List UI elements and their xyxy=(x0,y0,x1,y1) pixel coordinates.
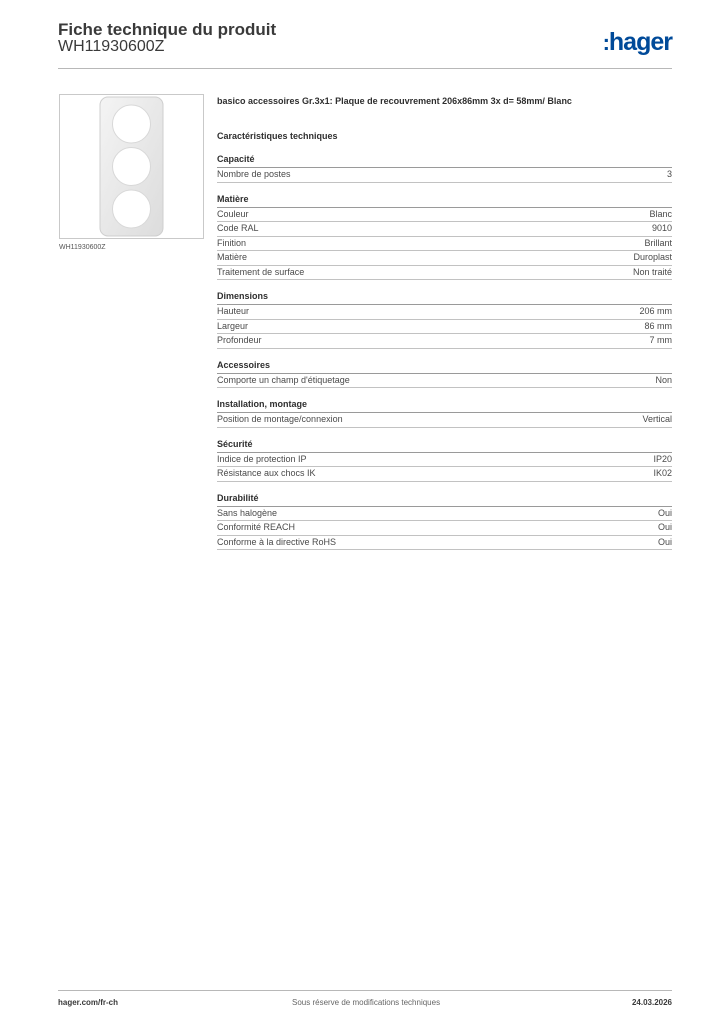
spec-value: Blanc xyxy=(649,208,672,219)
footer-divider xyxy=(58,990,672,991)
spec-value: 206 mm xyxy=(639,306,672,316)
spec-row xyxy=(217,536,672,551)
spec-label: Résistance aux chocs IK xyxy=(217,468,316,478)
spec-row xyxy=(217,251,672,266)
spec-label: Code RAL xyxy=(217,223,259,233)
plate-opening-3 xyxy=(113,190,151,228)
spec-row xyxy=(217,266,672,281)
spec-value: Duroplast xyxy=(633,252,672,262)
spec-label: Indice de protection IP xyxy=(217,453,307,464)
spec-value: Non traité xyxy=(632,266,672,277)
spec-group-title: Capacité xyxy=(217,154,672,168)
plate-opening-2 xyxy=(113,148,151,186)
hager-logo xyxy=(603,28,672,57)
logo-prefix: : xyxy=(602,30,609,55)
spec-value: Oui xyxy=(657,536,672,547)
product-reference: WH11930600Z xyxy=(58,38,165,55)
footer-date: 24.03.2026 xyxy=(631,998,672,1007)
spec-row xyxy=(217,334,672,349)
spec-row xyxy=(217,168,672,183)
spec-label: Largeur xyxy=(217,320,249,331)
plate-opening-1 xyxy=(113,105,151,143)
spec-group-title: Accessoires xyxy=(217,360,672,374)
spec-value: Vertical xyxy=(642,414,672,424)
spec-row xyxy=(217,374,672,389)
cover-plate-illustration xyxy=(60,95,203,238)
spec-label: Conforme à la directive RoHS xyxy=(217,536,337,547)
spec-label: Matière xyxy=(217,252,248,262)
logo-text: hager xyxy=(608,28,672,56)
spec-label: Traitement de surface xyxy=(217,266,305,277)
product-image xyxy=(59,94,204,239)
spec-group-title: Durabilité xyxy=(217,493,672,507)
spec-group xyxy=(217,399,672,428)
spec-row xyxy=(217,222,672,237)
spec-value: 7 mm xyxy=(649,335,672,345)
spec-content xyxy=(217,94,672,550)
spec-row xyxy=(217,320,672,335)
footer-website[interactable]: hager.com/fr-ch xyxy=(58,998,119,1007)
spec-label: Finition xyxy=(217,237,247,248)
spec-label: Conformité REACH xyxy=(217,522,296,532)
spec-group xyxy=(217,360,672,389)
spec-group-title: Sécurité xyxy=(217,439,672,453)
spec-label: Couleur xyxy=(217,208,249,219)
spec-group xyxy=(217,194,672,281)
spec-value: Oui xyxy=(657,507,672,518)
product-description: basico accessoires Gr.3x1: Plaque de recouvrement 206x86mm 3x d= 58mm/ Blanc xyxy=(217,96,572,106)
spec-group-title: Matière xyxy=(217,194,672,208)
page-title: Fiche technique du produit xyxy=(58,20,277,39)
spec-value: Oui xyxy=(657,522,672,532)
spec-row xyxy=(217,507,672,522)
spec-group xyxy=(217,439,672,482)
spec-group xyxy=(217,493,672,551)
spec-group-title: Dimensions xyxy=(217,291,672,305)
spec-label: Sans halogène xyxy=(217,507,278,518)
spec-group-title: Installation, montage xyxy=(217,399,672,413)
spec-value: Non xyxy=(655,374,672,385)
spec-label: Nombre de postes xyxy=(217,169,291,179)
spec-row xyxy=(217,305,672,320)
spec-group xyxy=(217,154,672,183)
spec-row xyxy=(217,237,672,252)
spec-row xyxy=(217,521,672,536)
spec-value: 9010 xyxy=(651,223,672,233)
spec-value: Brillant xyxy=(644,237,672,248)
tech-characteristics-heading: Caractéristiques techniques xyxy=(217,131,338,141)
spec-group xyxy=(217,291,672,349)
spec-value: IP20 xyxy=(653,453,672,464)
footer-note: Sous réserve de modifications techniques xyxy=(292,998,441,1007)
spec-label: Profondeur xyxy=(217,335,262,345)
spec-value: IK02 xyxy=(653,468,672,478)
spec-value: 86 mm xyxy=(644,320,672,331)
spec-row xyxy=(217,208,672,223)
spec-row xyxy=(217,413,672,428)
spec-label: Comporte un champ d'étiquetage xyxy=(217,374,350,385)
spec-row xyxy=(217,467,672,482)
spec-label: Position de montage/connexion xyxy=(217,414,343,424)
spec-row xyxy=(217,453,672,468)
image-caption: WH11930600Z xyxy=(59,244,106,251)
header-divider xyxy=(58,68,672,69)
page-header xyxy=(58,20,672,68)
spec-label: Hauteur xyxy=(217,306,250,316)
spec-groups xyxy=(217,154,672,550)
spec-value: 3 xyxy=(666,169,672,179)
